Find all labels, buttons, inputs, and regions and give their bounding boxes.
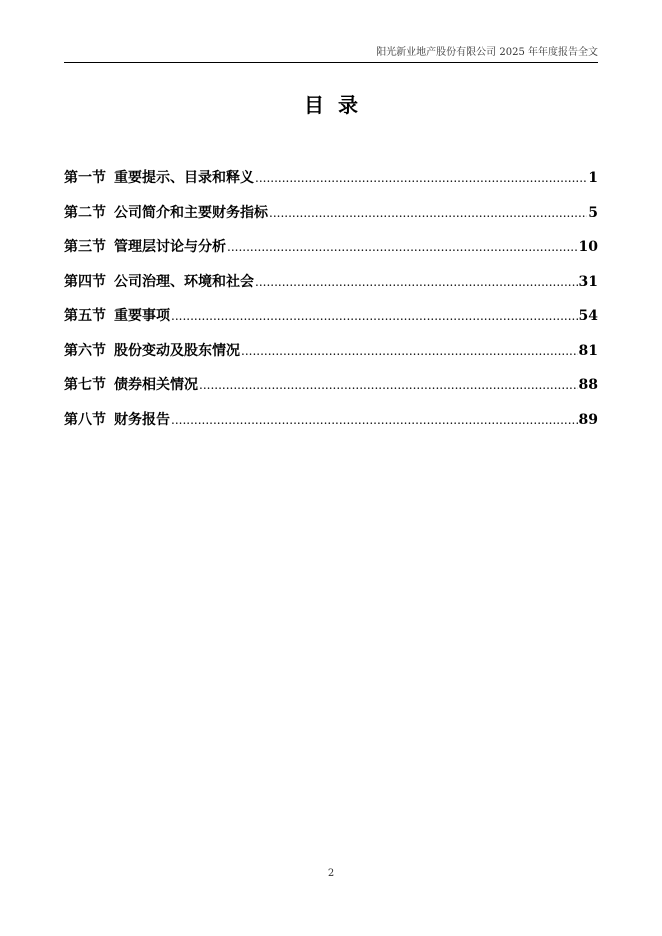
- toc-entry-4[interactable]: [64, 270, 598, 305]
- header-divider: [64, 62, 598, 63]
- toc-section-name: 公司简介和主要财务指标: [114, 204, 268, 221]
- toc-section-label: 第八节: [64, 411, 106, 428]
- toc-dot-leader: [269, 201, 587, 225]
- toc-page-number: 88: [578, 377, 598, 393]
- toc-section-label: 第三节: [64, 239, 106, 255]
- toc-entry-3[interactable]: [64, 235, 598, 270]
- toc-dot-leader: [227, 235, 578, 259]
- toc-section-label: 第四节: [64, 273, 106, 290]
- toc-section-name: 管理层讨论与分析: [114, 239, 226, 255]
- toc-section-label: 第五节: [64, 308, 106, 324]
- toc-section-label: 第二节: [64, 204, 106, 221]
- toc-dot-leader: [255, 270, 578, 294]
- toc-page-number: 5: [588, 204, 598, 221]
- toc-dot-leader: [199, 373, 578, 397]
- toc-section-name: 重要提示、目录和释义: [114, 170, 254, 186]
- toc-section-label: 第七节: [64, 377, 106, 393]
- toc-section-name: 债券相关情况: [114, 377, 198, 393]
- toc-entry-6[interactable]: [64, 339, 598, 374]
- toc-page-number: 31: [578, 273, 598, 290]
- toc-title: 目录: [304, 93, 372, 117]
- toc-dot-leader: [171, 408, 578, 432]
- toc-section-label: 第六节: [64, 342, 106, 359]
- toc-section-name: 公司治理、环境和社会: [114, 273, 254, 290]
- toc-page-number: 1: [588, 170, 598, 186]
- toc-entry-7[interactable]: [64, 373, 598, 408]
- toc-page-number: 54: [578, 308, 598, 324]
- toc-section-name: 股份变动及股东情况: [114, 342, 240, 359]
- toc-entry-2[interactable]: [64, 201, 598, 236]
- toc-page-number: 89: [578, 411, 598, 428]
- page-header: 阳光新业地产股份有限公司 2025 年年度报告全文: [376, 47, 598, 58]
- page-number: 2: [327, 868, 335, 879]
- toc-dot-leader: [171, 304, 578, 328]
- toc-section-label: 第一节: [64, 170, 106, 186]
- toc-entry-1[interactable]: [64, 166, 598, 201]
- toc-page-number: 81: [578, 342, 598, 359]
- table-of-contents: [64, 166, 598, 442]
- toc-page-number: 10: [578, 239, 598, 255]
- toc-entry-5[interactable]: [64, 304, 598, 339]
- toc-section-name: 财务报告: [114, 411, 170, 428]
- toc-dot-leader: [255, 166, 587, 190]
- toc-dot-leader: [241, 339, 578, 363]
- toc-entry-8[interactable]: [64, 408, 598, 443]
- toc-section-name: 重要事项: [114, 308, 170, 324]
